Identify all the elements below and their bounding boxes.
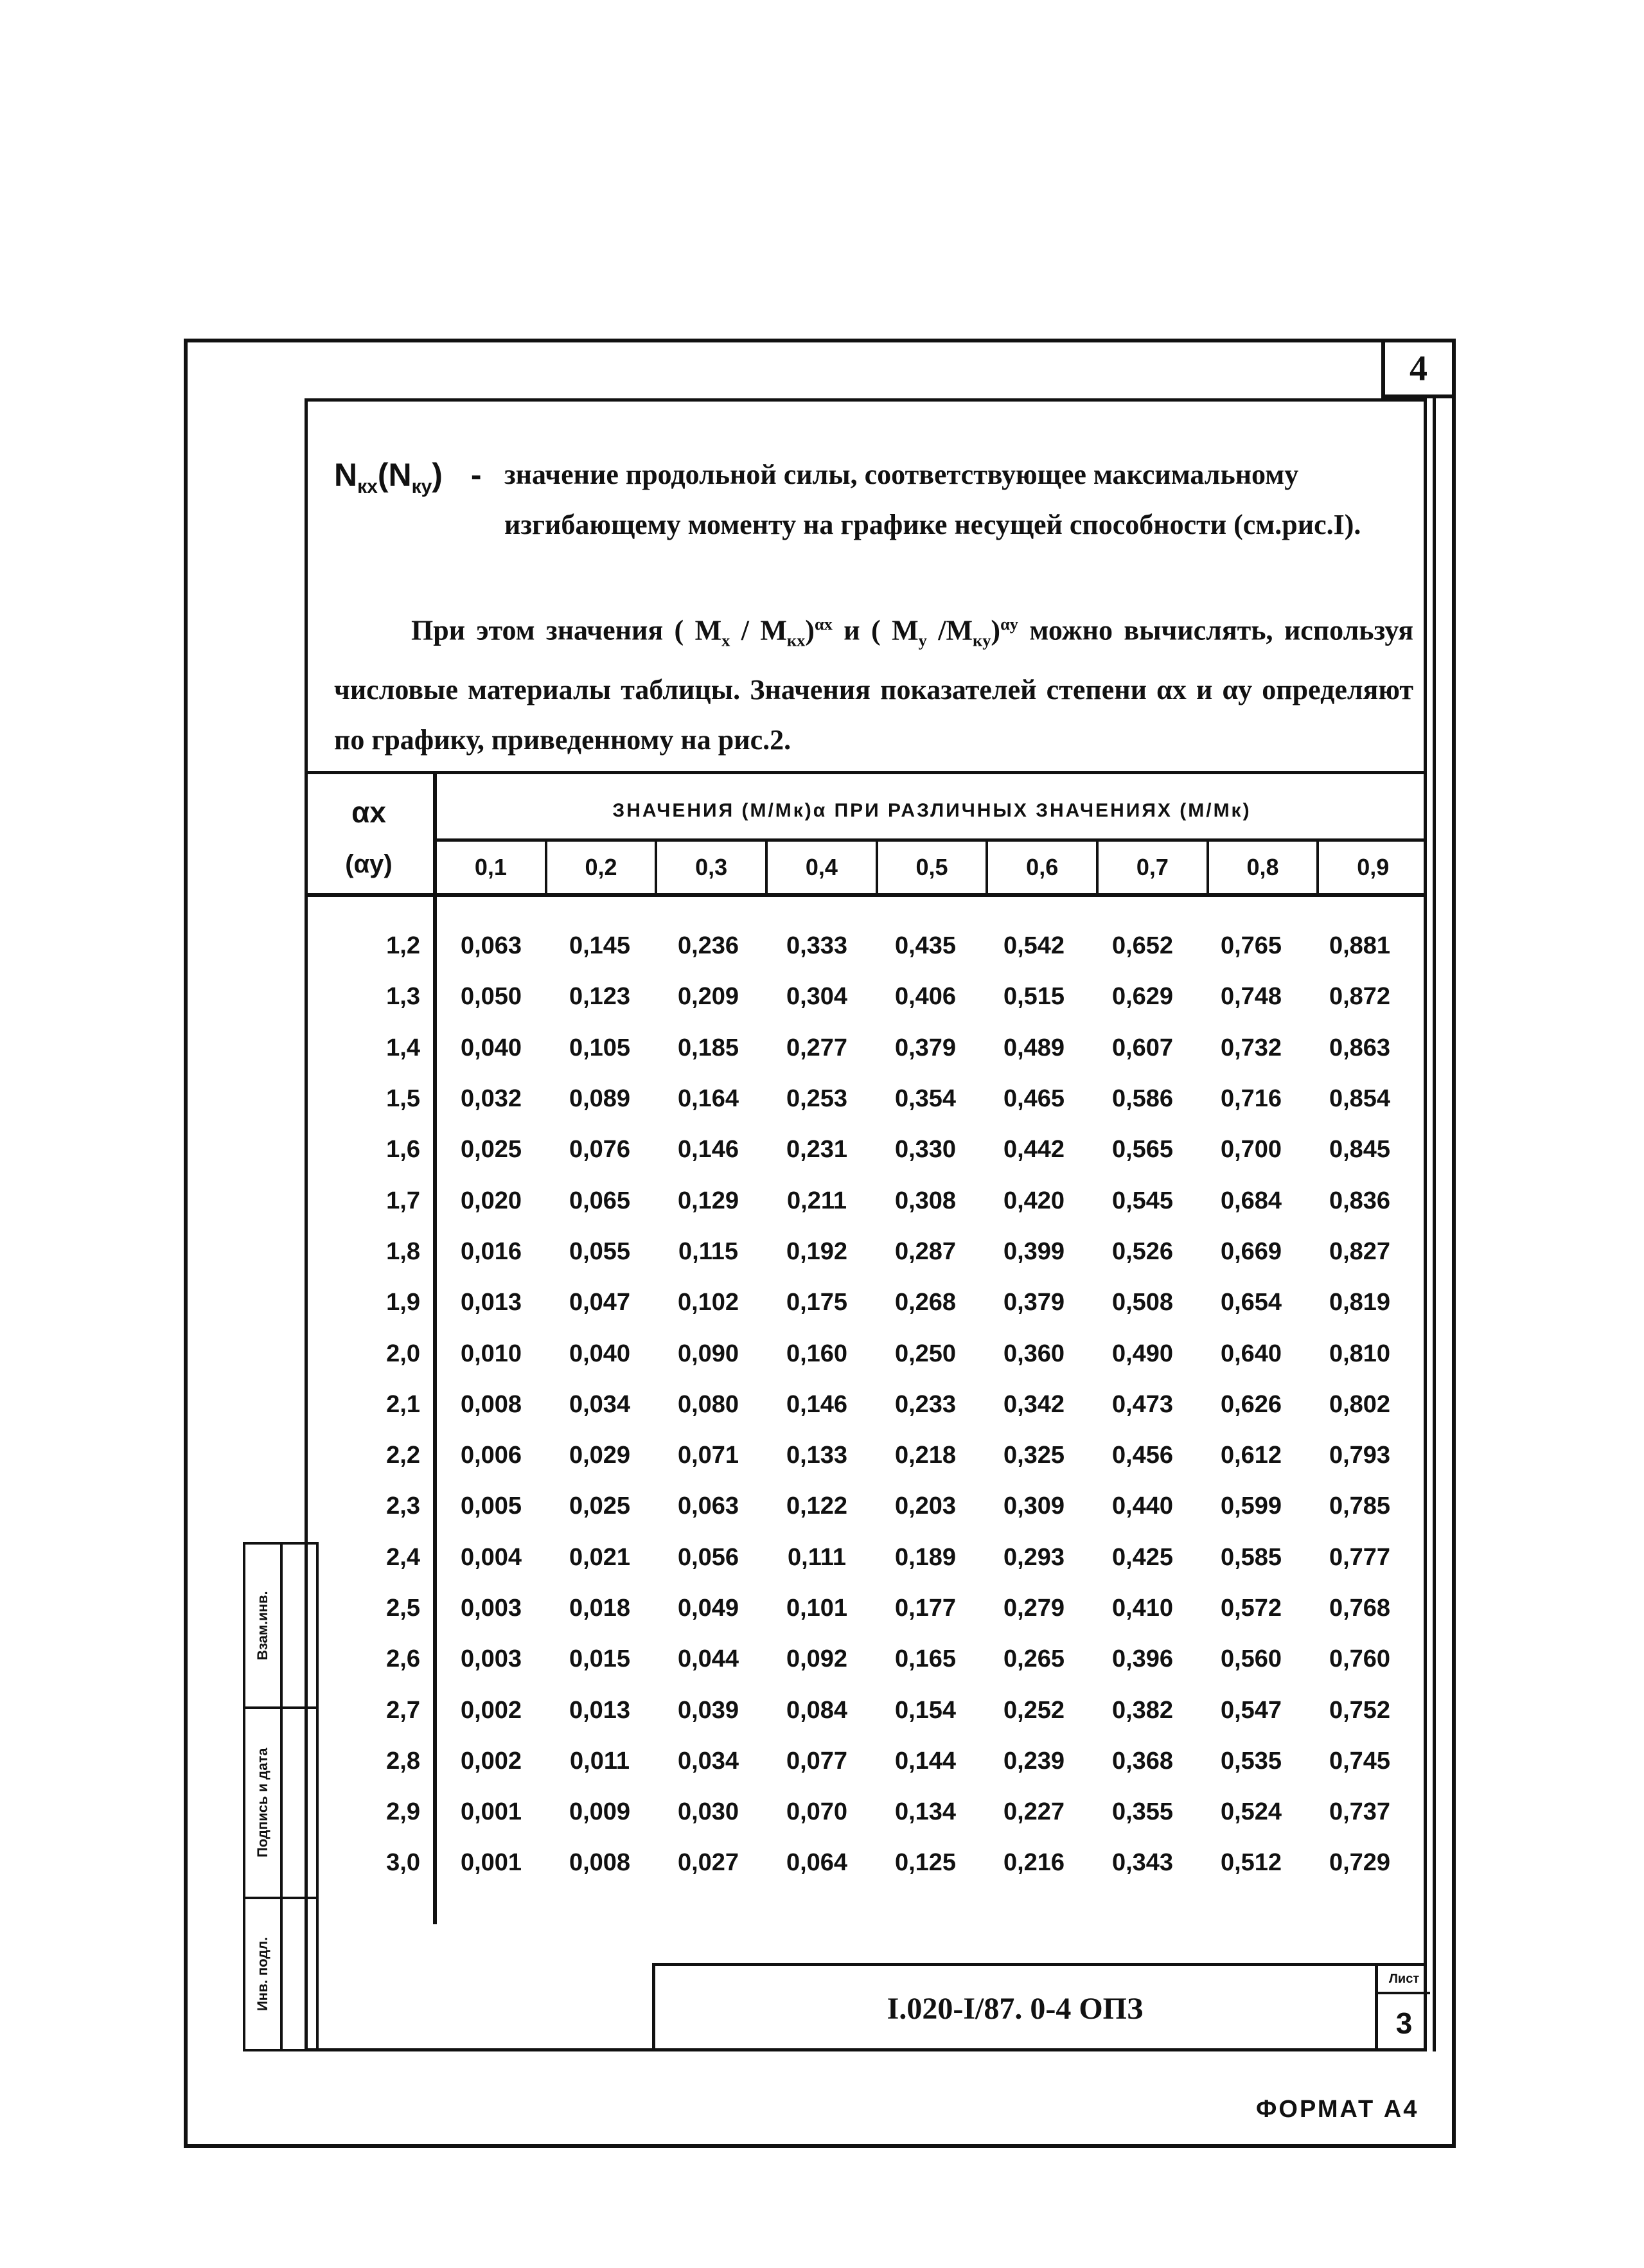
table-cell: 0,029 <box>569 1442 631 1469</box>
table-cell: 0,354 <box>894 1085 957 1113</box>
table-cell: 0,049 <box>677 1595 739 1622</box>
table-cell: 0,177 <box>894 1595 957 1622</box>
force-symbol: $N_{кх}(N_{кy})$ - <box>334 457 482 497</box>
table-cell: 0,490 <box>1111 1340 1174 1367</box>
table-row <box>305 1736 1427 1787</box>
table-cell: 0,005 <box>460 1493 522 1520</box>
table-cell: 0,268 <box>894 1289 957 1316</box>
table-cell: 0,640 <box>1220 1340 1282 1367</box>
table-cell: 0,732 <box>1220 1034 1282 1061</box>
force-definition: значение продольной силы, соответствующее максимальному изгибающему моменту на графике несущей способности (см.рис.I). <box>504 459 1361 540</box>
table-row <box>305 1124 1427 1175</box>
table-cell: 0,669 <box>1220 1237 1282 1265</box>
row-alpha: 1,8 <box>386 1237 420 1265</box>
table-cell: 0,379 <box>1003 1289 1065 1316</box>
table-cell: 0,399 <box>1003 1237 1065 1265</box>
column-header: 0,9 <box>1357 854 1390 880</box>
table-row <box>305 971 1427 1022</box>
table-cell: 0,034 <box>677 1747 739 1775</box>
table-cell: 0,015 <box>569 1645 631 1673</box>
table-cell: 0,368 <box>1111 1747 1174 1775</box>
table-row <box>305 921 1427 971</box>
table-cell: 0,626 <box>1220 1390 1282 1418</box>
row-alpha: 1,7 <box>386 1187 420 1214</box>
table-cell: 0,599 <box>1220 1493 1282 1520</box>
row-alpha: 2,9 <box>386 1798 420 1826</box>
table-cell: 0,810 <box>1329 1340 1391 1367</box>
table-cell: 0,034 <box>569 1390 631 1418</box>
table-cell: 0,044 <box>677 1645 739 1673</box>
table-cell: 0,056 <box>677 1543 739 1571</box>
sheet-number: 4 <box>1410 348 1427 389</box>
table-cell: 0,160 <box>786 1340 848 1367</box>
row-alpha: 1,2 <box>386 932 420 960</box>
table-cell: 0,092 <box>786 1645 848 1673</box>
binding-label-1: Взам.инв. <box>254 1591 270 1660</box>
table-cell: 0,071 <box>677 1442 739 1469</box>
column-header: 0,2 <box>547 842 658 893</box>
table-cell: 0,325 <box>1003 1442 1065 1469</box>
table-row <box>305 1175 1427 1226</box>
format-label: ФОРМАТ А4 <box>1256 2096 1419 2123</box>
table-cell: 0,406 <box>894 983 957 1011</box>
alpha-x-header: αx <box>351 795 386 829</box>
table-row <box>305 1685 1427 1735</box>
table-cell: 0,872 <box>1329 983 1391 1011</box>
table-cell: 0,515 <box>1003 983 1065 1011</box>
table-cell: 0,745 <box>1329 1747 1391 1775</box>
table-cell: 0,612 <box>1220 1442 1282 1469</box>
section-separator <box>305 771 1427 774</box>
table-row <box>305 1634 1427 1685</box>
row-alpha: 1,6 <box>386 1136 420 1164</box>
table-cell: 0,845 <box>1329 1136 1391 1164</box>
intro-paragraph: При этом значения ( $M_x / M_{кх})^{\alpha x}$ и ( $M_y$ $/M_{кy})^{\alpha y}$ можно вычислять, используя числовые материалы таблицы. Значения показателей степени αx и αy определяют по графику, приведенному на рис.2. <box>334 614 1414 756</box>
table-cell: 0,293 <box>1003 1543 1065 1571</box>
table-cell: 0,192 <box>786 1237 848 1265</box>
table-row <box>305 1583 1427 1634</box>
table-cell: 0,819 <box>1329 1289 1391 1316</box>
table-cell: 0,003 <box>460 1595 522 1622</box>
table-cell: 0,013 <box>569 1696 631 1724</box>
column-header: 0,7 <box>1099 842 1209 893</box>
column-header: 0,1 <box>437 842 547 893</box>
table-cell: 0,777 <box>1329 1543 1391 1571</box>
table-cell: 0,064 <box>786 1849 848 1877</box>
table-cell: 0,203 <box>894 1493 957 1520</box>
binding-label-2: Подпись и дата <box>254 1748 270 1858</box>
row-alpha: 2,0 <box>386 1340 420 1367</box>
table-cell: 0,013 <box>460 1289 522 1316</box>
table-cell: 0,333 <box>786 932 848 960</box>
row-alpha: 2,3 <box>386 1493 420 1520</box>
table-cell: 0,607 <box>1111 1034 1174 1061</box>
table-cell: 0,700 <box>1220 1136 1282 1164</box>
table-cell: 0,133 <box>786 1442 848 1469</box>
sheet-cell <box>1375 1966 1430 2051</box>
table-cell: 0,277 <box>786 1034 848 1061</box>
table-cell: 0,080 <box>677 1390 739 1418</box>
column-header: 0,6 <box>988 842 1099 893</box>
table-cell: 0,134 <box>894 1798 957 1826</box>
table-cell: 0,146 <box>677 1136 739 1164</box>
table-cell: 0,189 <box>894 1543 957 1571</box>
row-alpha: 2,1 <box>386 1390 420 1418</box>
table-cell: 0,343 <box>1111 1849 1174 1877</box>
table-cell: 0,565 <box>1111 1136 1174 1164</box>
table-row <box>305 1379 1427 1430</box>
sheet-label: Лист <box>1378 1966 1430 1994</box>
table-cell: 0,101 <box>786 1595 848 1622</box>
table-cell: 0,209 <box>677 983 739 1011</box>
row-alpha: 1,4 <box>386 1034 420 1061</box>
table-cell: 0,252 <box>1003 1696 1065 1724</box>
table-cell: 0,010 <box>460 1340 522 1367</box>
column-header: 0,5 <box>878 842 989 893</box>
table-cell: 0,001 <box>460 1798 522 1826</box>
table-cell: 0,030 <box>677 1798 739 1826</box>
table-cell: 0,785 <box>1329 1493 1391 1520</box>
table-cell: 0,070 <box>786 1798 848 1826</box>
table-cell: 0,211 <box>787 1187 847 1214</box>
table-cell: 0,002 <box>460 1696 522 1724</box>
table-cell: 0,006 <box>460 1442 522 1469</box>
table-cell: 0,425 <box>1111 1543 1174 1571</box>
table-cell: 0,836 <box>1329 1187 1391 1214</box>
table-cell: 0,396 <box>1111 1645 1174 1673</box>
table-cell: 0,020 <box>460 1187 522 1214</box>
table-cell: 0,526 <box>1111 1237 1174 1265</box>
table-cell: 0,572 <box>1220 1595 1282 1622</box>
table-row <box>305 1227 1427 1277</box>
row-alpha: 2,4 <box>386 1543 420 1571</box>
table-cell: 0,863 <box>1329 1034 1391 1061</box>
table-cell: 0,003 <box>460 1645 522 1673</box>
table-cell: 0,382 <box>1111 1696 1174 1724</box>
table-cell: 0,055 <box>569 1237 631 1265</box>
table-cell: 0,233 <box>894 1390 957 1418</box>
table-cell: 0,102 <box>677 1289 739 1316</box>
table-cell: 0,360 <box>1003 1340 1065 1367</box>
row-alpha: 2,6 <box>386 1645 420 1673</box>
table-cell: 0,304 <box>786 983 848 1011</box>
table-row <box>305 1430 1427 1481</box>
table-cell: 0,039 <box>677 1696 739 1724</box>
table-cell: 0,105 <box>569 1034 631 1061</box>
table-cell: 0,122 <box>786 1493 848 1520</box>
table-cell: 0,489 <box>1003 1034 1065 1061</box>
table-cell: 0,765 <box>1220 932 1282 960</box>
table-cell: 0,308 <box>894 1187 957 1214</box>
table-cell: 0,253 <box>786 1085 848 1113</box>
row-alpha: 1,9 <box>386 1289 420 1316</box>
table-caption: ЗНАЧЕНИЯ (M/Mк)α ПРИ РАЗЛИЧНЫХ ЗНАЧЕНИЯХ (M/Mк) <box>612 800 1251 821</box>
row-alpha: 2,2 <box>386 1442 420 1469</box>
table-row <box>305 1023 1427 1074</box>
table-cell: 0,231 <box>786 1136 848 1164</box>
table-cell: 0,021 <box>569 1543 631 1571</box>
table-cell: 0,760 <box>1329 1645 1391 1673</box>
table-body <box>305 921 1427 1889</box>
alpha-y-header: (αy) <box>345 850 393 878</box>
table-cell: 0,164 <box>677 1085 739 1113</box>
table-cell: 0,027 <box>677 1849 739 1877</box>
table-cell: 0,050 <box>460 983 522 1011</box>
table-cell: 0,218 <box>894 1442 957 1469</box>
column-headers <box>437 842 1427 893</box>
table-cell: 0,524 <box>1220 1798 1282 1826</box>
table-cell: 0,040 <box>460 1034 522 1061</box>
row-alpha: 2,7 <box>386 1696 420 1724</box>
table-row <box>305 1074 1427 1124</box>
column-header: 0,4 <box>768 842 878 893</box>
table-cell: 0,236 <box>677 932 739 960</box>
table-row <box>305 1277 1427 1328</box>
row-alpha: 2,8 <box>386 1747 420 1775</box>
table-cell: 0,004 <box>460 1543 522 1571</box>
table-cell: 0,545 <box>1111 1187 1174 1214</box>
table-cell: 0,420 <box>1003 1187 1065 1214</box>
row-alpha: 3,0 <box>386 1849 420 1877</box>
table-cell: 0,768 <box>1329 1595 1391 1622</box>
table-cell: 0,063 <box>460 932 522 960</box>
table-cell: 0,716 <box>1220 1085 1282 1113</box>
sheet-number-box <box>1381 339 1456 398</box>
table-cell: 0,473 <box>1111 1390 1174 1418</box>
table-cell: 0,435 <box>894 932 957 960</box>
table-cell: 0,547 <box>1220 1696 1282 1724</box>
table-cell: 0,025 <box>569 1493 631 1520</box>
table-cell: 0,123 <box>569 983 631 1011</box>
table-cell: 0,115 <box>678 1237 738 1265</box>
table-cell: 0,802 <box>1329 1390 1391 1418</box>
table-cell: 0,652 <box>1111 932 1174 960</box>
table-cell: 0,111 <box>788 1543 846 1571</box>
table-cell: 0,729 <box>1329 1849 1391 1877</box>
table-cell: 0,586 <box>1111 1085 1174 1113</box>
table-cell: 0,040 <box>569 1340 631 1367</box>
table-row <box>305 1481 1427 1532</box>
table-cell: 0,025 <box>460 1136 522 1164</box>
column-header: 0,8 <box>1209 842 1320 893</box>
table-cell: 0,330 <box>894 1136 957 1164</box>
table-cell: 0,512 <box>1220 1849 1282 1877</box>
table-cell: 0,542 <box>1003 932 1065 960</box>
table-cell: 0,084 <box>786 1696 848 1724</box>
table-cell: 0,279 <box>1003 1595 1065 1622</box>
row-alpha: 2,5 <box>386 1595 420 1622</box>
table-cell: 0,560 <box>1220 1645 1282 1673</box>
table-row <box>305 1328 1427 1379</box>
table-cell: 0,748 <box>1220 983 1282 1011</box>
binding-label-3: Инв. подл. <box>254 1936 270 2012</box>
table-cell: 0,535 <box>1220 1747 1282 1775</box>
table-cell: 0,265 <box>1003 1645 1065 1673</box>
table-row <box>305 1787 1427 1838</box>
table-cell: 0,175 <box>786 1289 848 1316</box>
sheet-value: 3 <box>1395 2006 1413 2040</box>
row-alpha: 1,5 <box>386 1085 420 1113</box>
table-cell: 0,309 <box>1003 1493 1065 1520</box>
table-cell: 0,125 <box>894 1849 957 1877</box>
title-block <box>652 1963 1427 2051</box>
table-cell: 0,144 <box>894 1747 957 1775</box>
row-alpha: 1,3 <box>386 983 420 1011</box>
table-divider-h2 <box>305 893 1427 897</box>
table-cell: 0,684 <box>1220 1187 1282 1214</box>
table-cell: 0,076 <box>569 1136 631 1164</box>
table-cell: 0,410 <box>1111 1595 1174 1622</box>
table-cell: 0,654 <box>1220 1289 1282 1316</box>
table-cell: 0,154 <box>894 1696 957 1724</box>
table-cell: 0,854 <box>1329 1085 1391 1113</box>
table-cell: 0,008 <box>460 1390 522 1418</box>
column-header: 0,3 <box>657 842 768 893</box>
table-row <box>305 1532 1427 1583</box>
table-cell: 0,442 <box>1003 1136 1065 1164</box>
table-cell: 0,018 <box>569 1595 631 1622</box>
table-cell: 0,793 <box>1329 1442 1391 1469</box>
table-cell: 0,287 <box>894 1237 957 1265</box>
table-cell: 0,508 <box>1111 1289 1174 1316</box>
document-code: I.020-I/87. 0-4 ОПЗ <box>887 1992 1144 2026</box>
table-cell: 0,342 <box>1003 1390 1065 1418</box>
table-cell: 0,456 <box>1111 1442 1174 1469</box>
table-cell: 0,355 <box>1111 1798 1174 1826</box>
table-cell: 0,009 <box>569 1798 631 1826</box>
table-cell: 0,585 <box>1220 1543 1282 1571</box>
binding-cell-3 <box>243 1897 319 2051</box>
table-cell: 0,629 <box>1111 983 1174 1011</box>
table-cell: 0,008 <box>569 1849 631 1877</box>
table-cell: 0,827 <box>1329 1237 1391 1265</box>
table-cell: 0,216 <box>1003 1849 1065 1877</box>
table-cell: 0,063 <box>677 1493 739 1520</box>
table-cell: 0,146 <box>786 1390 848 1418</box>
table-cell: 0,379 <box>894 1034 957 1061</box>
table-cell: 0,016 <box>460 1237 522 1265</box>
table-cell: 0,001 <box>460 1849 522 1877</box>
table-cell: 0,077 <box>786 1747 848 1775</box>
table-cell: 0,011 <box>570 1747 630 1775</box>
table-cell: 0,145 <box>569 932 631 960</box>
table-cell: 0,185 <box>677 1034 739 1061</box>
table-cell: 0,752 <box>1329 1696 1391 1724</box>
table-cell: 0,465 <box>1003 1085 1065 1113</box>
table-cell: 0,002 <box>460 1747 522 1775</box>
table-cell: 0,047 <box>569 1289 631 1316</box>
table-cell: 0,090 <box>677 1340 739 1367</box>
table-cell: 0,440 <box>1111 1493 1174 1520</box>
table-cell: 0,032 <box>460 1085 522 1113</box>
right-rule <box>1427 398 1436 2051</box>
table-cell: 0,881 <box>1329 932 1391 960</box>
table-cell: 0,227 <box>1003 1798 1065 1826</box>
table-cell: 0,065 <box>569 1187 631 1214</box>
table-cell: 0,129 <box>677 1187 739 1214</box>
table-cell: 0,737 <box>1329 1798 1391 1826</box>
table-cell: 0,250 <box>894 1340 957 1367</box>
table-row <box>305 1838 1427 1888</box>
table-row-header <box>305 774 433 896</box>
table-cell: 0,089 <box>569 1085 631 1113</box>
table-cell: 0,239 <box>1003 1747 1065 1775</box>
table-cell: 0,165 <box>894 1645 957 1673</box>
